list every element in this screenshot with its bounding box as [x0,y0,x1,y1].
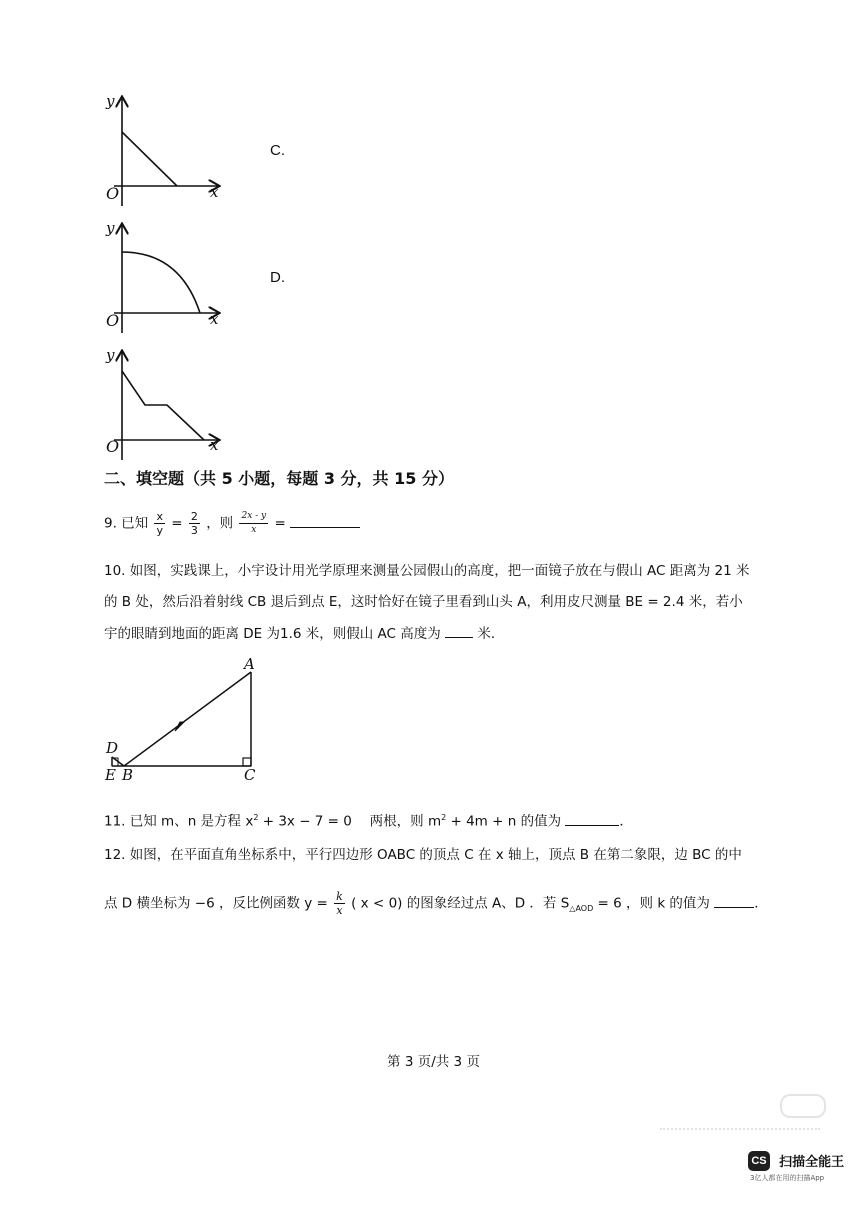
fig10-label-a: A [244,655,255,673]
q12-subscript: △AOD [569,904,594,914]
axis-x-label: x [210,183,219,201]
axis-x-label: x [210,436,219,454]
q12-end: ． [754,895,768,912]
watermark-mark [780,1094,826,1118]
q9-tail: = [274,515,286,532]
origin-label: O [106,184,120,203]
q9-mid: ，则 [206,515,234,532]
q9-fraction-expression [239,510,268,537]
fig10-label-e: E [105,766,116,784]
fig10-label-c: C [244,766,256,784]
q11-end: ． [619,813,633,830]
q12-frac-num: k [336,890,343,903]
origin-label: O [106,311,120,330]
q9-equals: = [171,515,183,532]
axis-x-label: x [210,310,219,328]
option-c-label: C. [270,142,285,159]
q9-fraction-x-over-y [154,510,165,537]
q9-prefix: 9. 已知 [104,515,149,532]
question-12-line2 [104,890,768,919]
q12-frac-den: x [336,904,343,917]
watermark-mark [660,1128,820,1140]
page-footer: 第 3 页/共 3 页 [387,1054,480,1070]
q9-fraction-two-thirds [189,510,200,537]
q9-frac1-den: y [156,524,163,537]
question-11 [104,808,633,832]
q11-answer-blank[interactable] [565,811,619,826]
scanner-tagline: 3亿人都在用的扫描App [750,1174,825,1182]
axis-y-label: y [106,346,115,364]
q9-frac3-den: x [251,525,257,535]
option-d-label: D. [270,269,285,286]
q10-answer-blank[interactable] [445,623,473,638]
q11-mid: + 3x − 7 = 0 两根，则 m [258,813,442,830]
q9-frac2-num: 2 [190,510,198,523]
axis-y-label: y [106,219,115,237]
q11-sup2: 2 [441,813,447,822]
q11-tail: + 4m + n 的值为 [446,813,562,830]
q12-answer-blank[interactable] [714,893,754,908]
q11-sup1: 2 [253,813,259,822]
q11-prefix: 11. 已知 m、n 是方程 x [104,813,254,830]
section-heading: 二、填空题（共 5 小题，每题 3 分，共 15 分） [104,469,454,488]
q9-frac2-den: 3 [190,524,198,537]
q10-line3-text: 宇的眼睛到地面的距离 DE 为1.6 米，则假山 AC 高度为 [104,626,441,642]
q9-answer-blank[interactable] [290,513,360,528]
fig10-label-d: D [106,739,119,757]
q12-line2-c: = 6 ，则 k 的值为 [593,895,710,912]
scanner-logo [748,1150,844,1171]
question-10-line2: 的 B 处，然后沿着射线 CB 退后到点 E，这时恰好在镜子里看到山头 A，利用皮尺测量 BE = 2.4 米，若小 [104,594,743,610]
question-10-line1: 10. 如图，实践课上，小宇设计用光学原理来测量公园假山的高度，把一面镜子放在与假山 AC 距离为 21 米 [104,563,750,579]
q9-frac3-num: 2x - y [239,510,268,524]
origin-label: O [106,437,120,456]
question-10-line3 [104,623,504,644]
scanner-app-name: 扫描全能王 [779,1155,845,1170]
cs-logo-icon: CS [748,1151,770,1171]
q12-line2-a: 点 D 横坐标为 −6 ，反比例函数 y = [104,895,328,912]
question-9 [104,510,360,537]
axis-y-label: y [106,92,115,110]
question-12-line1: 12. 如图，在平面直角坐标系中，平行四边形 OABC 的顶点 C 在 x 轴上，顶点 B 在第二象限，边 BC 的中 [104,847,742,863]
fig10-label-b: B [122,766,134,784]
q12-line2-b: ( x < 0) 的图象经过点 A、D ．若 S [351,895,570,912]
q9-frac1-num: x [156,510,163,523]
q10-line3-unit: 米． [477,626,505,642]
q12-fraction-k-over-x [334,890,345,917]
